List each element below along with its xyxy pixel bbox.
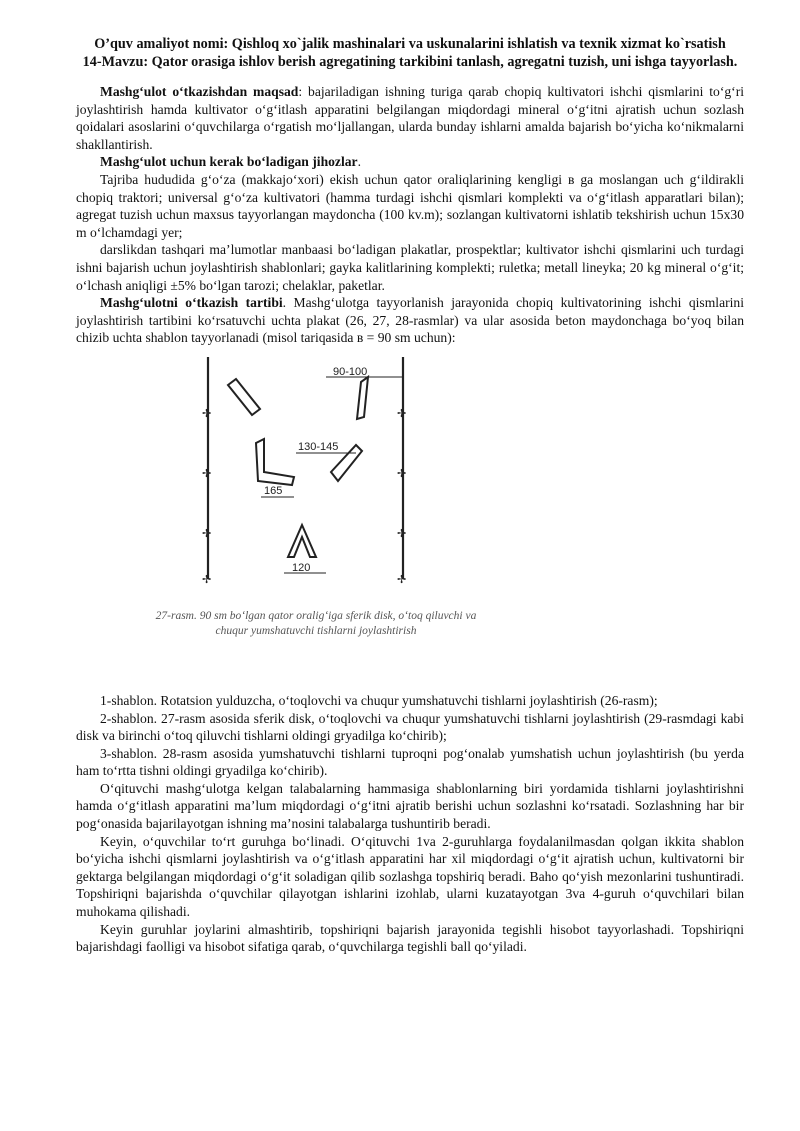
svg-text:✢: ✢ <box>202 526 212 540</box>
template-1-paragraph: 1-shablon. Rotatsion yulduzcha, oʻtoqlovchi va chuqur yumshatuvchi tishlarni joylashtirish (26-rasm); <box>100 692 658 708</box>
svg-text:✢: ✢ <box>397 572 407 586</box>
svg-text:✢: ✢ <box>202 466 212 480</box>
equipment-paragraph: Mashgʻulot uchun kerak boʻladigan jihozlar. <box>100 154 361 170</box>
figure-27 <box>76 347 744 692</box>
materials-paragraph: darslikdan tashqari maʼlumotlar manbaasi boʻladigan plakatlar, prospektlar; kultivator ishchi qismlarini uch turdagi ishni bajarish uchun joylashtirish shablonlari; gayka kalitlarining komplekti; ruletka; metall lineyka; 20 kg mineral oʻgʻit; oʻlchash aniqligi ±5% boʻlgan tarozi; chelaklar, paketlar. <box>76 242 744 293</box>
procedure-text: . Mashgʻulotga tayyorlanish jarayonida chopiq kultivatorining ishchi qismlarini joylashtirish tartibini koʻrsatuvchi uchta plakat (26, 27, 28-rasmlar) va ular asosida beton maydonchaga boʻyoq bilan chizib uchta shablon tayyorlanadi (misol tariqasida в = 90 sm uchun): <box>76 295 744 346</box>
dimension-label-mid: 130-145 <box>298 440 339 453</box>
groups-paragraph: Keyin, oʻquvchilar toʻrt guruhga boʻlinadi. Oʻqituvchi 1va 2-guruhlarga foydalanilmasdan qolgan ikkita shablon boʻyicha ishchi qismlarni joylashtirish va oʻgʻitlash apparatini har xil miqdordagi oʻgʻit ajratish uchun, kultivatorni bir gektarga belgilangan miqdordagi oʻgʻit soladigan qilib sozlashga topshiriq beradi. Baho qoʻyish mezonlarini tushuntiradi. Topshiriqni bajarishda oʻquvchilar qilayotgan ishlarini izohlab, ularni kuzatayotgan 3va 4-guruh oʻquvchilari bilan muhokama qilishadi. <box>76 833 744 920</box>
report-paragraph: Keyin guruhlar joylarini almashtirib, topshiriqni bajarish jarayonida tegishli hisobot tayyorlashadi. Topshiriqni bajarishdagi faolligi va hisobot sifatiga qarab, oʻquvchilarga tegishli ball qoʻyiladi. <box>76 921 744 955</box>
dimension-label-top: 90-100 <box>333 365 368 378</box>
goal-heading: Mashgʻulot oʻtkazishdan maqsad <box>100 84 299 99</box>
figure-caption: 27-rasm. 90 sm boʻlgan qator oraligʻiga sferik disk, oʻtoq qiluvchi va chuqur yumshatuvchi tishlarni joylashtirish <box>155 609 477 637</box>
template-diagram <box>116 347 516 607</box>
teacher-paragraph: Oʻqituvchi mashgʻulotga kelgan talabalarning hammasiga shablonlarning biri yordamida tishlarni joylashtirishni hamda oʻgʻitlash apparatini maʼlum miqdordagi oʻgʻitni ajratib berishi uchun sozlashni koʻrsatadi. Sozlashning har bir pogʻonasida bajarilayotgan ishning maʼnosini talabalarga tushuntirib beradi. <box>76 780 744 832</box>
experiment-paragraph: Tajriba hududida gʻoʻza (makkajoʻxori) ekish uchun qator oraliqlarining kengligi в ga moslangan uch gʻildirakli chopiq traktori; universal gʻoʻza kultivatori (hamma turdagi ishchi qismlari komplekti va oʻgʻitlash apparatlari bilan); agregat tuzish uchun maxsus tayyorlangan maydoncha (100 kv.m); sozlangan kultivatorni ishlatib tekshirish uchun 15x30 m oʻlchamdagi yer; <box>76 171 744 240</box>
document-page <box>76 36 744 956</box>
svg-text:✢: ✢ <box>397 526 407 540</box>
template-2-paragraph: 2-shablon. 27-rasm asosida sferik disk, oʻtoqlovchi va chuqur yumshatuvchi tishlarni joylashtirish (29-rasmdagi kabi disk va birinchi oʻtoq qiluvchi tishlarni oldingi gryadilga koʻchirib); <box>76 710 744 744</box>
dimension-label-bottom: 120 <box>292 561 311 574</box>
dimension-label-left: 165 <box>264 484 283 497</box>
equipment-heading: Mashgʻulot uchun kerak boʻladigan jihozlar <box>100 154 358 170</box>
svg-text:✢: ✢ <box>397 406 407 420</box>
procedure-paragraph <box>76 294 744 347</box>
svg-text:✢: ✢ <box>397 466 407 480</box>
svg-text:✢: ✢ <box>202 406 212 420</box>
svg-text:✢: ✢ <box>202 572 212 586</box>
topic-title: 14-Mavzu: Qator orasiga ishlov berish agregatining tarkibini tanlash, agregatni tuzish, uni ishga tayyorlash. <box>82 53 738 70</box>
goal-text: : bajariladigan ishning turiga qarab chopiq kultivatori ishchi qismlarini toʻgʻri joylashtirish hamda kultivator oʻgʻitlash apparatini belgilangan miqdordagi mineral oʻgʻitni ajratish uchun sozlash qoidalari asoslarini oʻquvchilarga oʻrgatish moʻljallangan, ularda bunday ishlarni amalda bajarish boʻyicha koʻnikmalarni shakllantirish. <box>76 84 744 152</box>
practice-title: O’quv amaliyot nomi: Qishloq xo`jalik mashinalari va uskunalarini ishlatish va texnik xizmat ko`rsatish <box>94 36 726 52</box>
template-3-paragraph: 3-shablon. 28-rasm asosida yumshatuvchi tishlarni tuproqni pogʻonalab yumshatish uchun joylashtirish (bu yerda ham toʻrtta tishni oldingi gryadilga koʻchirib). <box>76 745 744 779</box>
procedure-heading: Mashgʻulotni oʻtkazish tartibi <box>100 295 283 311</box>
goal-paragraph <box>76 83 744 153</box>
